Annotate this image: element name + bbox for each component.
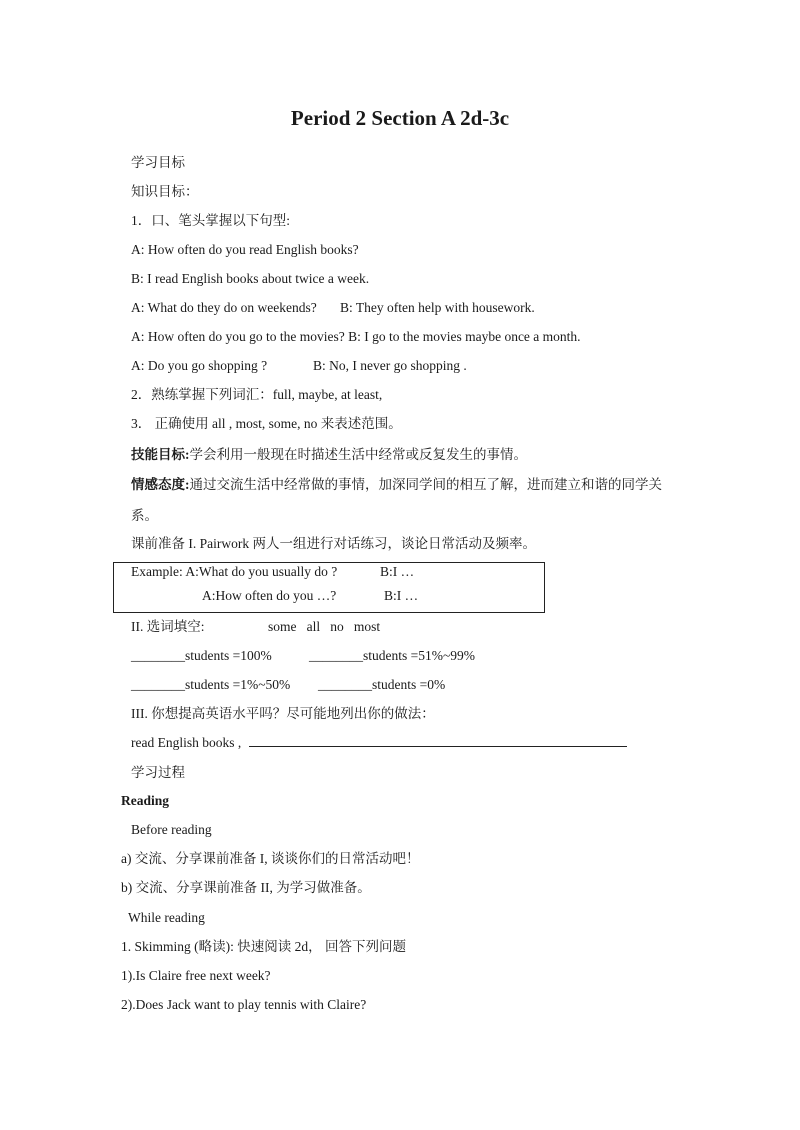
fill-blank-4[interactable]: ________: [318, 677, 372, 692]
skill-label: 技能目标:: [131, 447, 190, 462]
question-3-answer-row: [131, 734, 627, 752]
fill-row-2: [309, 647, 475, 665]
sentence-1: A: How often do you read English books?: [131, 242, 359, 257]
emotion-text: 通过交流生活中经常做的事情，加深同学间的相互了解，进而建立和谐的同学关: [189, 477, 662, 492]
emotion-objective: [131, 476, 662, 494]
fill-text-2: students =51%~99%: [363, 648, 476, 663]
skimming-task: 1. Skimming (略读): 快速阅读 2d， 回答下列问题: [121, 939, 407, 954]
sentence-4: A: How often do you go to the movies? B: I go to the movies maybe once a month.: [131, 329, 581, 344]
word-choice-label: II. 选词填空:: [131, 619, 205, 634]
fill-blank-1[interactable]: ________: [131, 648, 185, 663]
process-heading: 学习过程: [131, 765, 185, 780]
question-3-answer-line[interactable]: [249, 734, 627, 747]
emotion-text-continued: 系。: [131, 508, 158, 523]
objectives-heading: 学习目标: [131, 155, 185, 170]
knowledge-heading: 知识目标：: [131, 184, 199, 199]
skimming-question-1: 1).Is Claire free next week?: [121, 968, 271, 983]
sentence-5b: B: No, I never go shopping .: [313, 358, 467, 373]
fill-text-3: students =1%~50%: [185, 677, 291, 692]
example-line-1b: B:I …: [380, 564, 415, 579]
example-line-2b: B:I …: [384, 588, 419, 603]
sentence-2: B: I read English books about twice a week.: [131, 271, 370, 286]
fill-blank-3[interactable]: ________: [131, 677, 185, 692]
fill-row-1: [131, 647, 272, 665]
sentence-5a: A: Do you go shopping ?: [131, 358, 268, 373]
fill-blank-2[interactable]: ________: [309, 648, 363, 663]
sentence-3b: B: They often help with housework.: [340, 300, 535, 315]
objective-item-3: 3． 正确使用 all , most, some, no 来表述范围。: [131, 416, 402, 431]
sentence-3a: A: What do they do on weekends?: [131, 300, 317, 315]
word-choice-options: some all no most: [268, 619, 381, 634]
before-item-b: b) 交流、分享课前准备 II, 为学习做准备。: [121, 880, 371, 895]
before-reading: Before reading: [131, 822, 212, 837]
skill-objective: [131, 446, 527, 464]
example-line-1a: Example: A:What do you usually do ?: [131, 564, 338, 579]
fill-row-3: [131, 676, 290, 694]
page-title: Period 2 Section A 2d-3c: [290, 106, 510, 130]
skill-text: 学会利用一般现在时描述生活中经常或反复发生的事情。: [189, 447, 527, 462]
emotion-label: 情感态度:: [131, 477, 190, 492]
fill-text-4: students =0%: [372, 677, 446, 692]
while-reading: While reading: [128, 910, 205, 925]
before-item-a: a) 交流、分享课前准备 I, 谈谈你们的日常活动吧！: [121, 851, 420, 866]
example-line-2a: A:How often do you …?: [202, 588, 337, 603]
question-3: III. 你想提高英语水平吗？尽可能地列出你的做法：: [131, 706, 435, 721]
prep-line: 课前准备 I. Pairwork 两人一组进行对话练习，谈论日常活动及频率。: [131, 536, 536, 551]
fill-row-4: [318, 676, 445, 694]
fill-text-1: students =100%: [185, 648, 272, 663]
objective-item-2: 2．熟练掌握下列词汇：full, maybe, at least,: [131, 387, 383, 402]
skimming-question-2: 2).Does Jack want to play tennis with Claire?: [121, 997, 367, 1012]
reading-heading: Reading: [121, 793, 170, 808]
question-3-start: read English books ,: [131, 735, 242, 750]
objective-item-1: 1．口、笔头掌握以下句型:: [131, 213, 291, 228]
